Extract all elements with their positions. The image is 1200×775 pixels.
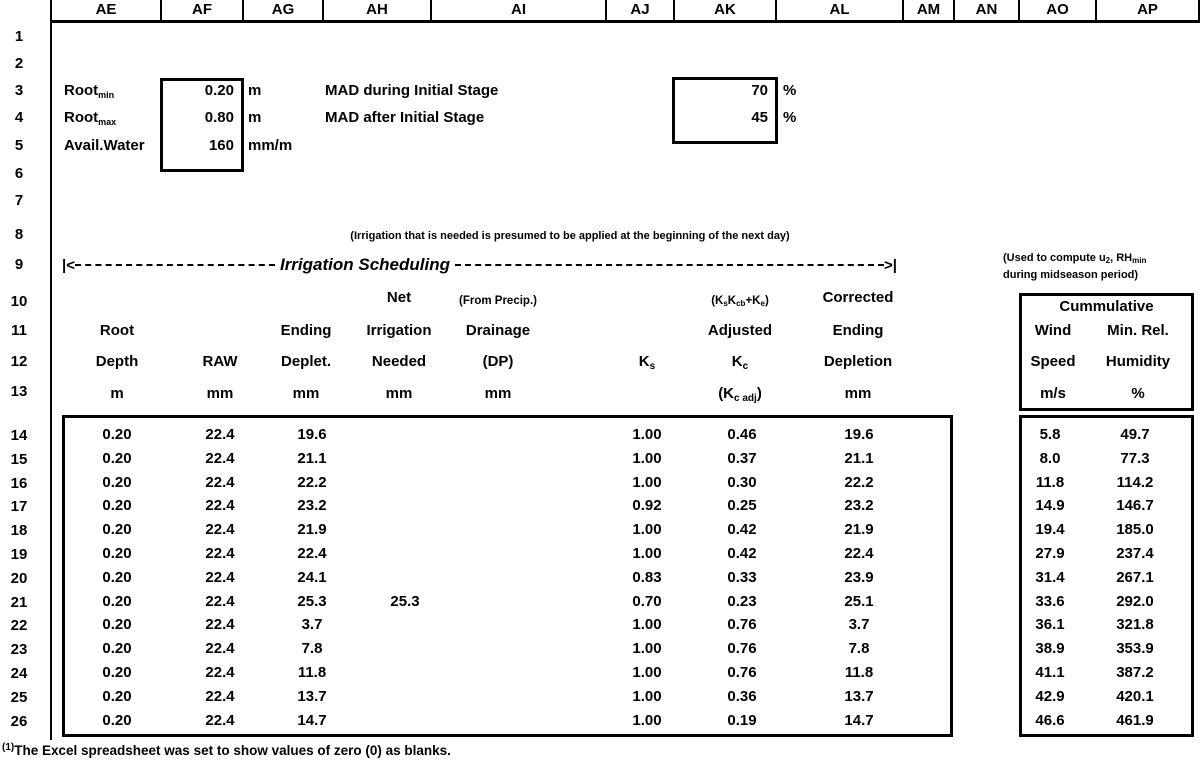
wind-row-22 (1019, 613, 1191, 637)
data-row-23 (62, 637, 950, 661)
wind-note-sub-u2: 2 (1105, 256, 1111, 265)
header-wind-unit: m/s (1040, 385, 1066, 402)
cell-ending-r20: 24.1 (297, 569, 327, 586)
cell-wind-r22: 36.1 (1035, 616, 1065, 633)
header-ks-sub: s (649, 361, 656, 372)
avail-water-unit: mm/m (248, 137, 293, 154)
cell-ks-r15: 1.00 (632, 450, 662, 467)
data-row-16 (62, 471, 950, 495)
row-header-16: 16 (10, 475, 28, 492)
row-header-12: 12 (10, 353, 28, 370)
cell-kc-r22: 0.76 (727, 616, 757, 633)
cell-humidity-r17: 146.7 (1116, 497, 1154, 514)
root-max-label (64, 105, 116, 131)
cell-net-r23 (363, 637, 447, 661)
cell-kc-r26: 0.19 (727, 712, 757, 729)
kc-formula-1: (K (711, 295, 724, 307)
cell-kc-r15: 0.37 (727, 450, 757, 467)
cell-ks-r18: 1.00 (632, 521, 662, 538)
row-header-14: 14 (10, 427, 28, 444)
header-ending-deplet-2: Deplet. (280, 353, 331, 370)
arrow-dash-right (455, 264, 884, 266)
row-header-8: 8 (14, 226, 24, 243)
cell-ending-r24: 11.8 (297, 664, 327, 681)
cell-raw-r21: 22.4 (205, 593, 235, 610)
header-corrected-2: Ending (832, 322, 884, 339)
cell-raw-r19: 22.4 (205, 545, 235, 562)
cell-depth-r26: 0.20 (102, 712, 132, 729)
kc-formula-3: K (727, 295, 737, 307)
root-min-unit: m (248, 82, 262, 99)
root-max-value: 0.80 (204, 109, 234, 126)
row-header-2: 2 (14, 55, 24, 72)
cell-raw-r15: 22.4 (205, 450, 235, 467)
data-row-14 (62, 423, 950, 447)
mad-initial-unit: % (783, 82, 797, 99)
header-humidity-2: Humidity (1105, 353, 1171, 370)
cell-corrected-r15: 21.1 (844, 450, 874, 467)
cell-humidity-r15: 77.3 (1120, 450, 1150, 467)
root-min-value: 0.20 (204, 82, 234, 99)
root-max-label-text: Root (64, 109, 99, 126)
cell-kc-r16: 0.30 (727, 474, 757, 491)
header-humidity-unit: % (1131, 385, 1145, 402)
row-header-6: 6 (14, 165, 24, 182)
mad-after-label: MAD after Initial Stage (325, 109, 485, 126)
cell-ending-r14: 19.6 (297, 426, 327, 443)
cell-ks-r17: 0.92 (632, 497, 662, 514)
cell-dp-r24 (456, 661, 540, 685)
header-net-irrigation-1: Net (386, 289, 412, 306)
header-kc-adj (680, 381, 800, 407)
header-drainage-2: (DP) (482, 353, 514, 370)
scheduling-span-arrow (62, 252, 897, 278)
cell-depth-r22: 0.20 (102, 616, 132, 633)
header-net-irrigation-unit: mm (385, 385, 413, 402)
wind-row-16 (1019, 471, 1191, 495)
cell-corrected-r16: 22.2 (844, 474, 874, 491)
cell-ending-r19: 22.4 (297, 545, 327, 562)
cell-wind-r24: 41.1 (1035, 664, 1065, 681)
cell-depth-r25: 0.20 (102, 688, 132, 705)
footnote (2, 742, 451, 758)
cell-depth-r16: 0.20 (102, 474, 132, 491)
data-row-18 (62, 518, 950, 542)
cell-ending-r21: 25.3 (297, 593, 327, 610)
row-header-15: 15 (10, 451, 28, 468)
row-header-5: 5 (14, 137, 24, 154)
mad-after-value: 45 (751, 109, 768, 126)
cell-ks-r20: 0.83 (632, 569, 662, 586)
column-header-ak: AK (673, 0, 775, 20)
header-kc-formula (680, 288, 800, 314)
cell-net-r19 (363, 542, 447, 566)
cell-dp-r18 (456, 518, 540, 542)
avail-water-value: 160 (208, 137, 234, 154)
data-row-15 (62, 447, 950, 471)
cell-corrected-r18: 21.9 (844, 521, 874, 538)
data-row-25 (62, 685, 950, 709)
cell-net-r25 (363, 685, 447, 709)
cell-ks-r26: 1.00 (632, 712, 662, 729)
header-drainage-precip: (From Precip.) (459, 295, 537, 307)
cell-depth-r19: 0.20 (102, 545, 132, 562)
cell-net-r21: 25.3 (390, 593, 420, 610)
cell-dp-r16 (456, 471, 540, 495)
wind-row-23 (1019, 637, 1191, 661)
row-header-24: 24 (10, 665, 28, 682)
cell-humidity-r21: 292.0 (1116, 593, 1154, 610)
row-header-3: 3 (14, 82, 24, 99)
kc-formula-5: +K (745, 295, 761, 307)
cell-raw-r26: 22.4 (205, 712, 235, 729)
wind-row-14 (1019, 423, 1191, 447)
column-header-am: AM (902, 0, 953, 20)
cell-ks-r24: 1.00 (632, 664, 662, 681)
mad-initial-label: MAD during Initial Stage (325, 82, 499, 99)
cell-humidity-r19: 237.4 (1116, 545, 1154, 562)
cell-humidity-r24: 387.2 (1116, 664, 1154, 681)
wind-row-26 (1019, 709, 1191, 733)
cell-corrected-r17: 23.2 (844, 497, 874, 514)
row-header-11: 11 (11, 322, 27, 339)
column-header-ah: AH (322, 0, 430, 20)
cell-corrected-r24: 11.8 (844, 664, 874, 681)
cell-net-r24 (363, 661, 447, 685)
cell-net-r18 (363, 518, 447, 542)
kc-formula-2: s (723, 299, 728, 308)
column-header-ap: AP (1095, 0, 1200, 20)
cell-depth-r24: 0.20 (102, 664, 132, 681)
cell-ending-r18: 21.9 (297, 521, 327, 538)
row-header-7: 7 (14, 192, 24, 209)
applied-note: (Irrigation that is needed is presumed to be applied at the beginning of the next day) (350, 230, 790, 242)
cell-dp-r14 (456, 423, 540, 447)
cell-dp-r20 (456, 566, 540, 590)
cell-ending-r16: 22.2 (297, 474, 327, 491)
cell-dp-r19 (456, 542, 540, 566)
cell-ks-r25: 1.00 (632, 688, 662, 705)
column-header-border (50, 20, 1200, 23)
cell-raw-r16: 22.4 (205, 474, 235, 491)
row-header-1: 1 (14, 28, 24, 45)
header-kc-sub: c (742, 361, 749, 372)
cell-humidity-r16: 114.2 (1116, 474, 1154, 491)
row-header-9: 9 (14, 256, 24, 273)
wind-note (1003, 251, 1200, 283)
header-ending-deplet-unit: mm (292, 385, 320, 402)
root-max-unit: m (248, 109, 262, 126)
cell-ks-r14: 1.00 (632, 426, 662, 443)
kc-formula-4: cb (736, 299, 746, 308)
cell-humidity-r20: 267.1 (1116, 569, 1154, 586)
footnote-text: The Excel spreadsheet was set to show values of zero (0) as blanks. (14, 743, 451, 758)
cell-kc-r17: 0.25 (727, 497, 757, 514)
row-header-divider (50, 0, 52, 740)
wind-row-18 (1019, 518, 1191, 542)
header-kc-base: K (731, 353, 743, 370)
avail-water-label: Avail.Water (64, 137, 145, 154)
data-row-22 (62, 613, 950, 637)
wind-row-24 (1019, 661, 1191, 685)
cell-corrected-r19: 22.4 (844, 545, 874, 562)
cell-wind-r19: 27.9 (1035, 545, 1065, 562)
cell-dp-r17 (456, 494, 540, 518)
header-kc-adjusted: Adjusted (707, 322, 773, 339)
row-header-26: 26 (10, 713, 28, 730)
header-corrected-unit: mm (844, 385, 872, 402)
cell-raw-r25: 22.4 (205, 688, 235, 705)
header-raw-unit: mm (206, 385, 234, 402)
header-humidity-1: Min. Rel. (1107, 322, 1169, 339)
column-header-ai: AI (430, 0, 605, 20)
cell-dp-r23 (456, 637, 540, 661)
cell-ks-r19: 1.00 (632, 545, 662, 562)
column-header-ao: AO (1018, 0, 1095, 20)
column-header-ae: AE (50, 0, 160, 20)
header-corrected-3: Depletion (823, 353, 893, 370)
cell-net-r22 (363, 613, 447, 637)
column-header-aj: AJ (605, 0, 673, 20)
cell-wind-r26: 46.6 (1035, 712, 1065, 729)
cell-wind-r15: 8.0 (1039, 450, 1061, 467)
header-net-irrigation-2: Irrigation (366, 322, 432, 339)
cell-depth-r23: 0.20 (102, 640, 132, 657)
header-kcadj-close: ) (756, 385, 762, 402)
cell-ks-r21: 0.70 (632, 593, 662, 610)
cell-net-r17 (363, 494, 447, 518)
cell-net-r15 (363, 447, 447, 471)
row-header-17: 17 (10, 498, 28, 515)
wind-note-line2: during midseason period) (1003, 269, 1139, 281)
cell-kc-r24: 0.76 (727, 664, 757, 681)
header-net-irrigation-3: Needed (371, 353, 427, 370)
column-header-an: AN (953, 0, 1018, 20)
cell-kc-r25: 0.36 (727, 688, 757, 705)
header-root-depth-unit: m (110, 385, 124, 402)
row-header-23: 23 (10, 641, 28, 658)
cell-depth-r17: 0.20 (102, 497, 132, 514)
header-kc (680, 349, 800, 375)
cell-wind-r23: 38.9 (1035, 640, 1065, 657)
cell-wind-r16: 11.8 (1035, 474, 1065, 491)
header-corrected-1: Corrected (822, 289, 894, 306)
column-header-al: AL (775, 0, 902, 20)
column-header-af: AF (160, 0, 242, 20)
cell-corrected-r14: 19.6 (844, 426, 874, 443)
cell-depth-r21: 0.20 (102, 593, 132, 610)
header-kcadj-sub: c adj (734, 393, 757, 404)
cell-net-r26 (363, 709, 447, 733)
data-row-19 (62, 542, 950, 566)
cell-ending-r15: 21.1 (297, 450, 327, 467)
wind-note-sub-rhmin: min (1132, 256, 1147, 265)
cell-ks-r16: 1.00 (632, 474, 662, 491)
row-header-21: 21 (10, 594, 28, 611)
cell-humidity-r22: 321.8 (1116, 616, 1154, 633)
cell-kc-r23: 0.76 (727, 640, 757, 657)
data-row-21 (62, 590, 950, 614)
cell-raw-r22: 22.4 (205, 616, 235, 633)
wind-row-21 (1019, 590, 1191, 614)
cell-ending-r25: 13.7 (297, 688, 327, 705)
cell-kc-r20: 0.33 (727, 569, 757, 586)
header-root-depth-2: Depth (95, 353, 139, 370)
wind-note-line1 (1003, 251, 1200, 268)
kc-formula-6: e (760, 299, 765, 308)
header-cummulative: Cummulative (1059, 298, 1154, 315)
cell-corrected-r23: 7.8 (848, 640, 870, 657)
cell-dp-r21 (456, 590, 540, 614)
cell-humidity-r18: 185.0 (1116, 521, 1154, 538)
cell-humidity-r25: 420.1 (1116, 688, 1154, 705)
row-header-10: 10 (10, 293, 28, 310)
cell-depth-r18: 0.20 (102, 521, 132, 538)
wind-row-25 (1019, 685, 1191, 709)
header-ks-base: K (638, 353, 650, 370)
header-ending-deplet-1: Ending (280, 322, 332, 339)
cell-raw-r14: 22.4 (205, 426, 235, 443)
row-header-4: 4 (14, 109, 24, 126)
mad-after-unit: % (783, 109, 797, 126)
cell-humidity-r14: 49.7 (1120, 426, 1150, 443)
cell-corrected-r21: 25.1 (844, 593, 874, 610)
cell-dp-r26 (456, 709, 540, 733)
wind-row-20 (1019, 566, 1191, 590)
arrow-right-cap: >| (884, 256, 897, 274)
cell-humidity-r23: 353.9 (1116, 640, 1154, 657)
row-header-18: 18 (10, 522, 28, 539)
cell-depth-r20: 0.20 (102, 569, 132, 586)
row-header-19: 19 (10, 546, 28, 563)
header-wind-1: Wind (1034, 322, 1072, 339)
cell-wind-r14: 5.8 (1039, 426, 1061, 443)
row-header-13: 13 (10, 383, 28, 400)
cell-depth-r14: 0.20 (102, 426, 132, 443)
root-min-label-text: Root (64, 82, 99, 99)
cell-corrected-r26: 14.7 (844, 712, 874, 729)
root-min-subscript: min (98, 90, 115, 100)
cell-humidity-r26: 461.9 (1116, 712, 1154, 729)
column-header-ag: AG (242, 0, 322, 20)
scheduling-title: Irrigation Scheduling (279, 255, 450, 274)
cell-ending-r26: 14.7 (297, 712, 327, 729)
cell-wind-r21: 33.6 (1035, 593, 1065, 610)
cell-kc-r19: 0.42 (727, 545, 757, 562)
kc-formula-7: ) (764, 295, 769, 307)
cell-wind-r17: 14.9 (1035, 497, 1065, 514)
cell-ks-r22: 1.00 (632, 616, 662, 633)
row-header-22: 22 (10, 617, 28, 634)
header-kcadj-base: (K (718, 385, 735, 402)
data-row-24 (62, 661, 950, 685)
cell-corrected-r22: 3.7 (848, 616, 870, 633)
cell-dp-r15 (456, 447, 540, 471)
cell-wind-r18: 19.4 (1035, 521, 1065, 538)
row-header-20: 20 (10, 570, 28, 587)
data-row-20 (62, 566, 950, 590)
data-row-26 (62, 709, 950, 733)
cell-corrected-r25: 13.7 (844, 688, 874, 705)
cell-raw-r20: 22.4 (205, 569, 235, 586)
root-min-label (64, 78, 114, 104)
wind-row-15 (1019, 447, 1191, 471)
cell-ending-r17: 23.2 (297, 497, 327, 514)
row-header-25: 25 (10, 689, 28, 706)
arrow-dash-left (75, 264, 275, 266)
wind-row-17 (1019, 494, 1191, 518)
cell-net-r16 (363, 471, 447, 495)
cell-ks-r23: 1.00 (632, 640, 662, 657)
cell-kc-r21: 0.23 (727, 593, 757, 610)
cell-wind-r20: 31.4 (1035, 569, 1065, 586)
header-root-depth-1: Root (99, 322, 135, 339)
data-row-17 (62, 494, 950, 518)
cell-net-r20 (363, 566, 447, 590)
cell-dp-r25 (456, 685, 540, 709)
cell-ending-r23: 7.8 (301, 640, 323, 657)
cell-kc-r14: 0.46 (727, 426, 757, 443)
cell-raw-r18: 22.4 (205, 521, 235, 538)
arrow-left-cap: |< (62, 256, 75, 274)
header-drainage-1: Drainage (465, 322, 531, 339)
cell-kc-r18: 0.42 (727, 521, 757, 538)
mad-initial-value: 70 (751, 82, 768, 99)
header-raw: RAW (202, 353, 238, 370)
cell-wind-r25: 42.9 (1035, 688, 1065, 705)
cell-ending-r22: 3.7 (301, 616, 323, 633)
wind-note-p1: (Used to compute u (1003, 252, 1106, 264)
cell-net-r14 (363, 423, 447, 447)
wind-note-p2: , RH (1110, 252, 1133, 264)
cell-raw-r23: 22.4 (205, 640, 235, 657)
cell-dp-r22 (456, 613, 540, 637)
cell-depth-r15: 0.20 (102, 450, 132, 467)
root-max-subscript: max (98, 117, 117, 127)
cell-raw-r24: 22.4 (205, 664, 235, 681)
cell-raw-r17: 22.4 (205, 497, 235, 514)
footnote-superscript: (1) (2, 742, 15, 753)
cell-corrected-r20: 23.9 (844, 569, 874, 586)
header-drainage-unit: mm (484, 385, 512, 402)
header-wind-2: Speed (1030, 353, 1076, 370)
wind-row-19 (1019, 542, 1191, 566)
